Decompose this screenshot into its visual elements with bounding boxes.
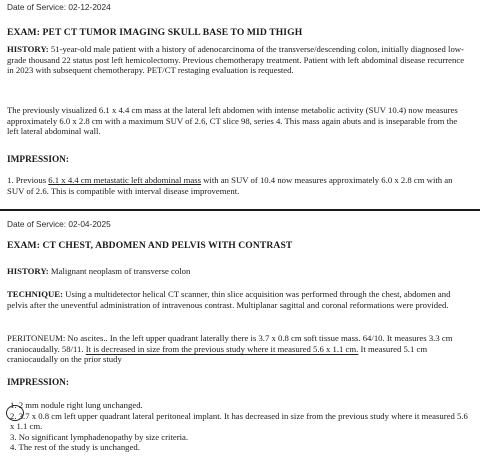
impression-list-2 <box>7 400 469 453</box>
technique-label: TECHNIQUE: <box>7 289 63 299</box>
date-of-service-1: Date of Service: 02-12-2024 <box>7 2 111 12</box>
history-label-2: HISTORY: <box>7 266 49 276</box>
exam-title-2: EXAM: CT CHEST, ABDOMEN AND PELVIS WITH CONTRAST <box>7 240 293 251</box>
peritoneum-post: It measured 5.1 cm craniocaudally on the prior study <box>7 343 428 365</box>
peritoneum-underlined: It is decreased in size from the previous study where it measured 5.6 x 1.1 cm. <box>85 343 359 354</box>
impression-post-1: with an SUV of 10.4 now measures approximately 6.0 x 2.8 cm with an SUV of 2.6. This is compatible with interval disease improvement. <box>7 175 453 196</box>
history-paragraph-1 <box>7 44 469 76</box>
impression-item-4: 4. The rest of the study is unchanged. <box>10 442 140 452</box>
impression-pre-1: 1. Previous <box>7 175 49 185</box>
history-paragraph-2 <box>7 266 469 277</box>
history-text-2: Malignant neoplasm of transverse colon <box>48 266 191 276</box>
exam-title-1: EXAM: PET CT TUMOR IMAGING SKULL BASE TO MID THIGH <box>7 27 303 38</box>
impression-paragraph-1 <box>7 175 469 196</box>
impression-underlined-1: 6.1 x 4.4 cm metastatic left abdominal mass <box>48 175 201 185</box>
impression-item-3: 3. No significant lymphadenopathy by size criteria. <box>10 431 189 442</box>
impression-heading-1: IMPRESSION: <box>7 155 69 165</box>
date-of-service-2: Date of Service: 02-04-2025 <box>7 219 111 229</box>
section-divider <box>0 209 480 211</box>
technique-text: Using a multidetector helical CT scanner, thin slice acquisition was performed through the chest, abdomen and pelvis after the uneventful administration of intravenous contrast. Multiplanar sagittal and coronal reformations were provided. <box>7 289 451 310</box>
handwritten-circle-mark <box>6 405 24 421</box>
history-text-1: 51-year-old male patient with a history of adenocarcinoma of the transverse/descending colon, initially diagnosed low-grade thousand 22 status post left hemicolectomy. Previous chemotherapy treatment. Patient with left abdominal disease recurrence in 2023 with subsequent chemotherapy. PET/CT restaging evaluation is requested. <box>7 44 465 76</box>
impression-heading-2: IMPRESSION: <box>7 378 69 388</box>
peritoneum-paragraph <box>7 333 469 365</box>
impression-item-2: 2. 3.7 x 0.8 cm left upper quadrant lateral peritoneal implant. It has decreased in size from the previous study where it measured 5.6 x 1.1 cm. <box>10 410 468 431</box>
peritoneum-pre: PERITONEUM: No ascites.. In the left upper quadrant laterally there is 3.7 x 0.8 cm soft tissue mass. 64/10. It measures 3.3 cm craniocaudally. 58/11. <box>7 333 453 354</box>
impression-item-1: 1. 2 mm nodule right lung unchanged. <box>10 400 143 410</box>
technique-paragraph <box>7 289 469 310</box>
history-label-1: HISTORY: <box>7 44 49 54</box>
findings-paragraph-1: The previously visualized 6.1 x 4.4 cm mass at the lateral left abdomen with intense metabolic activity (SUV 10.4) now measures approximately 6.0 x 2.8 cm with a maximum SUV of 2.6, CT slice 98, series 4. This mass again abuts and is inseparable from the left lateral abdominal wall. <box>7 105 458 137</box>
